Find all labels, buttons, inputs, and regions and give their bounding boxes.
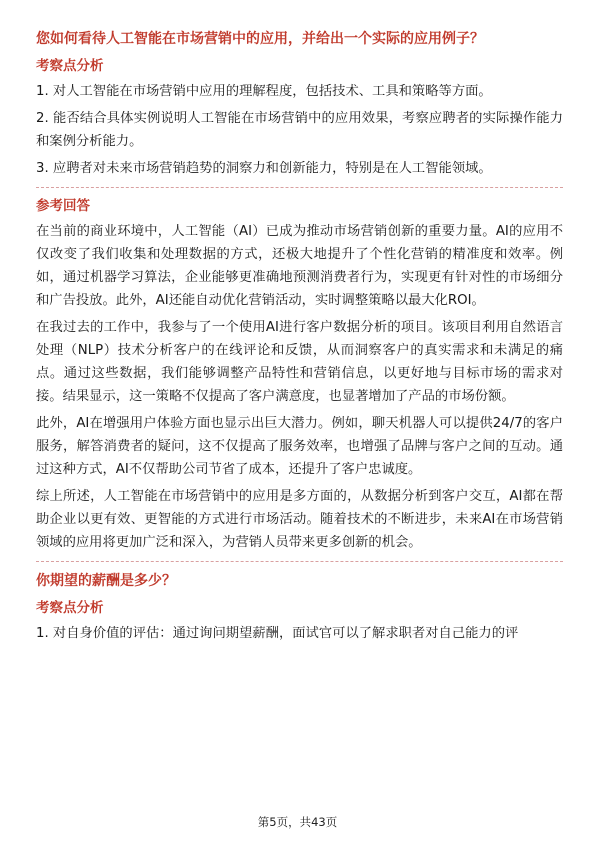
answer-paragraph: 在当前的商业环境中，人工智能（AI）已成为推动市场营销创新的重要力量。AI的应用不仅改变了我们收集和处理数据的方式，还极大地提升了个性化营销的精准度和效率。例如，通过机器学习算法，企业能够更准确地预测消费者行为，实现更有针对性的市场细分和广告投放。此外，AI还能自动优化营销活动，实时调整策略以最大化ROI。 xyxy=(36,224,563,308)
answer-paragraph: 综上所述，人工智能在市场营销中的应用是多方面的，从数据分析到客户交互，AI都在帮助企业以更有效、更智能的方式进行市场活动。随着技术的不断进步，未来AI在市场营销领域的应用将更加广泛和深入，为营销人员带来更多创新的机会。 xyxy=(36,489,563,550)
question-title: 你期望的薪酬是多少？ xyxy=(36,573,176,589)
analysis-heading: 考察点分析 xyxy=(36,600,104,616)
analysis-item: 3. 应聘者对未来市场营销趋势的洞察力和创新能力，特别是在人工智能领域。 xyxy=(36,161,492,176)
answer-paragraph: 在我过去的工作中，我参与了一个使用AI进行客户数据分析的项目。该项目利用自然语言处理（NLP）技术分析客户的在线评论和反馈，从而洞察客户的真实需求和未满足的痛点。通过这些数据，我们能够调整产品特性和营销信息，以更好地与目标市场的需求对接。结果显示，这一策略不仅提高了客户满意度，也显著增加了产品的市场份额。 xyxy=(36,320,563,404)
question-title: 您如何看待人工智能在市场营销中的应用，并给出一个实际的应用例子？ xyxy=(36,31,484,47)
section-divider xyxy=(36,187,563,188)
analysis-item: 1. 对自身价值的评估：通过询问期望薪酬，面试官可以了解求职者对自己能力的评 xyxy=(36,626,519,641)
analysis-heading: 考察点分析 xyxy=(36,58,104,74)
analysis-item: 1. 对人工智能在市场营销中应用的理解程度，包括技术、工具和策略等方面。 xyxy=(36,84,492,99)
answer-paragraph: 此外，AI在增强用户体验方面也显示出巨大潜力。例如，聊天机器人可以提供24/7的客户服务，解答消费者的疑问，这不仅提高了服务效率，也增强了品牌与客户之间的互动。通过这种方式，AI不仅帮助公司节省了成本，还提升了客户忠诚度。 xyxy=(36,416,563,477)
section-divider xyxy=(36,561,563,562)
answer-heading: 参考回答 xyxy=(36,198,90,214)
page-number: 第5页，共43页 xyxy=(257,815,338,829)
analysis-item: 2. 能否结合具体实例说明人工智能在市场营销中的应用效果，考察应聘者的实际操作能力和案例分析能力。 xyxy=(36,111,563,149)
